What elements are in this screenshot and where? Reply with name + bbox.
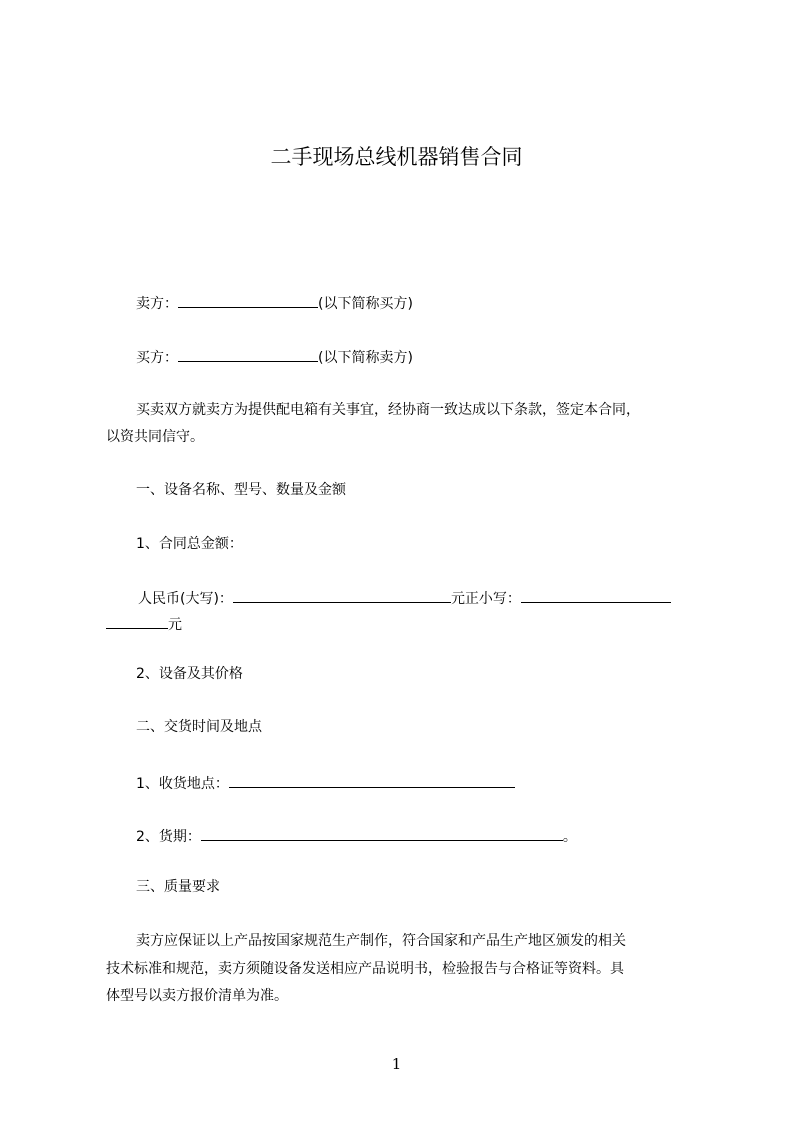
buyer-line [136, 346, 413, 367]
amount-mid-text: 元正小写： [450, 591, 521, 607]
seller-line [136, 292, 413, 313]
item1-label: 1、合同总金额： [136, 536, 243, 552]
buyer-label: 买方： [136, 350, 178, 366]
delivery-period-line [136, 825, 577, 846]
seller-label: 卖方： [136, 296, 178, 312]
buyer-suffix: (以下简称卖方) [318, 350, 413, 366]
seller-suffix: (以下简称买方) [318, 296, 413, 312]
delivery-place-blank[interactable] [229, 772, 515, 788]
delivery-period-end: 。 [562, 829, 577, 845]
section3-heading: 三、质量要求 [136, 879, 220, 895]
intro-paragraph-line1: 买卖双方就卖方为提供配电箱有关事宜，经协商一致达成以下条款，签定本合同， [136, 402, 640, 418]
section2-heading: 二、交货时间及地点 [136, 719, 262, 735]
delivery-place-label: 1、收货地点： [136, 776, 229, 792]
quality-paragraph-line2: 技术标准和规范，卖方须随设备发送相应产品说明书，检验报告与合格证等资料。具 [106, 961, 624, 977]
amount-lower-blank[interactable] [521, 587, 671, 603]
page-number: 1 [391, 1055, 402, 1073]
quality-paragraph-line3: 体型号以卖方报价清单为准。 [106, 988, 288, 1004]
delivery-period-blank[interactable] [201, 825, 563, 841]
page-title: 二手现场总线机器销售合同 [270, 145, 523, 169]
item2-label: 2、设备及其价格 [136, 666, 243, 682]
amount-line [138, 587, 671, 608]
amount-end-text: 元 [168, 617, 182, 633]
amount-lower-blank-cont[interactable] [106, 613, 168, 629]
delivery-period-label: 2、货期： [136, 829, 201, 845]
buyer-name-blank[interactable] [178, 346, 318, 362]
amount-line2 [106, 613, 182, 634]
delivery-place-line [136, 772, 515, 793]
section1-heading: 一、设备名称、型号、数量及金额 [136, 482, 346, 498]
quality-paragraph-line1: 卖方应保证以上产品按国家规范生产制作，符合国家和产品生产地区颁发的相关 [136, 933, 626, 949]
amount-upper-blank[interactable] [233, 587, 451, 603]
seller-name-blank[interactable] [178, 292, 318, 308]
intro-paragraph-line2: 以资共同信守。 [106, 429, 204, 445]
amount-upper-label: 人民币(大写)： [138, 591, 233, 607]
